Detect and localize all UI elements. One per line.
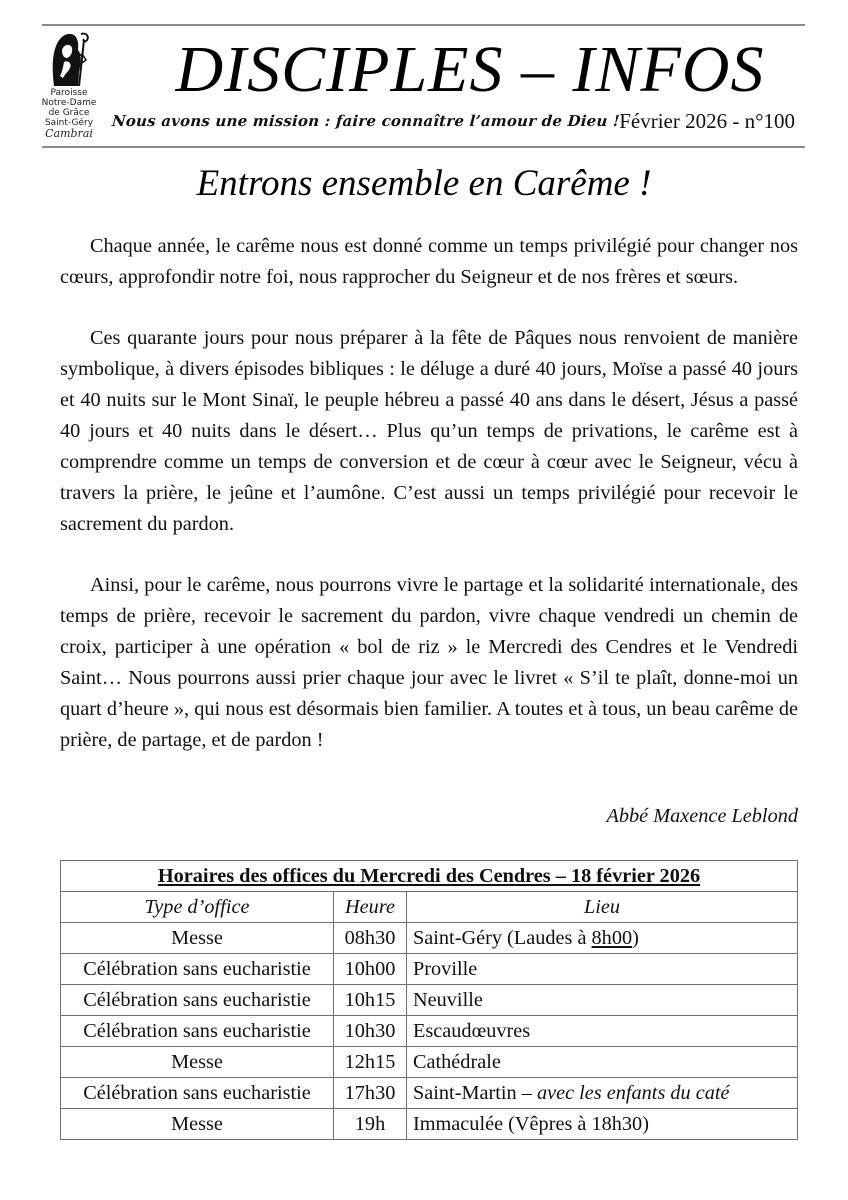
issue-date-number: Février 2026 - n°100 — [619, 109, 795, 133]
office-time-cell: 08h30 — [334, 923, 407, 954]
table-row — [61, 1047, 798, 1078]
logo-text — [36, 88, 102, 139]
table-row — [61, 1016, 798, 1047]
office-type-cell: Célébration sans eucharistie — [61, 985, 334, 1016]
logo-line: Notre-Dame — [41, 98, 97, 108]
office-place-cell — [407, 985, 798, 1016]
office-time-cell: 10h30 — [334, 1016, 407, 1047]
logo-line: de Grâce — [48, 108, 90, 118]
table-row — [61, 954, 798, 985]
parish-logo — [36, 30, 102, 146]
office-place-cell — [407, 1078, 798, 1109]
table-caption-row — [61, 861, 798, 892]
place-note: avec les enfants du caté — [536, 1082, 730, 1104]
office-time-cell: 12h15 — [334, 1047, 407, 1078]
column-header-type: Type d’office — [61, 892, 334, 923]
table-body — [61, 923, 798, 1140]
office-type-cell: Célébration sans eucharistie — [61, 1016, 334, 1047]
column-header-place: Lieu — [407, 892, 798, 923]
office-type-cell: Célébration sans eucharistie — [61, 1078, 334, 1109]
header-bottom-rule — [42, 146, 805, 148]
column-header-time: Heure — [334, 892, 407, 923]
office-time-cell: 10h15 — [334, 985, 407, 1016]
place-text: Saint-Géry (Laudes à — [413, 927, 592, 949]
top-rule — [42, 24, 805, 26]
place-underlined-time: 8h00 — [591, 927, 633, 949]
article-title: Entrons ensemble en Carême ! — [196, 163, 652, 204]
place-text: Immaculée (Vêpres à 18h30) — [413, 1113, 649, 1135]
place-text: Proville — [413, 958, 478, 980]
table-row — [61, 1109, 798, 1140]
place-text: Neuville — [413, 989, 483, 1011]
office-time-cell: 17h30 — [334, 1078, 407, 1109]
logo-city: Cambrai — [45, 127, 93, 140]
saint-bishop-icon — [48, 30, 92, 88]
table-caption: Horaires des offices du Mercredi des Cendres – 18 février 2026 — [61, 861, 798, 892]
office-place-cell — [407, 1109, 798, 1140]
table-header-row — [61, 892, 798, 923]
logo-line: Saint-Géry — [44, 118, 94, 128]
office-place-cell — [407, 923, 798, 954]
place-text: Saint-Martin – — [413, 1082, 537, 1104]
article-body — [60, 231, 798, 786]
table-row — [61, 1078, 798, 1109]
place-text-suffix: ) — [632, 927, 639, 949]
place-text: Escaudœuvres — [413, 1020, 531, 1042]
office-type-cell: Messe — [61, 923, 334, 954]
logo-line: Paroisse — [50, 88, 88, 98]
article-paragraph: Ces quarante jours pour nous préparer à la fête de Pâques nous renvoient de manière symbolique, à divers épisodes bibliques : le déluge a duré 40 jours, Moïse a passé 40 jours et 40 nuits sur le Mont Sinaï, le peuple hébreu a passé 40 ans dans le désert, Jésus a passé 40 jours et 40 nuits dans le désert… Plus qu’un temps de privations, le carême est à comprendre comme un temps de conversion et de cœur à cœur avec le Seigneur, vécu à travers la prière, le jeûne et l’aumône. C’est aussi un temps privilégié pour recevoir le sacrement du pardon. — [60, 327, 798, 535]
article-paragraph: Chaque année, le carême nous est donné comme un temps privilégié pour changer nos cœurs, approfondir notre foi, nous rapprocher du Seigneur et de nos frères et sœurs. — [60, 235, 798, 288]
article-signature: Abbé Maxence Leblond — [606, 805, 798, 827]
office-time-cell: 10h00 — [334, 954, 407, 985]
place-text: Cathédrale — [413, 1051, 501, 1073]
newsletter-masthead: DISCIPLES – INFOS — [175, 33, 765, 106]
motto: Nous avons une mission : faire connaître l’amour de Dieu ! — [111, 112, 621, 130]
ash-wednesday-schedule-table — [60, 860, 798, 1140]
table-row — [61, 985, 798, 1016]
office-type-cell: Messe — [61, 1109, 334, 1140]
office-type-cell: Célébration sans eucharistie — [61, 954, 334, 985]
office-place-cell — [407, 954, 798, 985]
office-place-cell — [407, 1016, 798, 1047]
article-paragraph: Ainsi, pour le carême, nous pourrons vivre le partage et la solidarité internationale, des temps de prière, recevoir le sacrement du pardon, vivre chaque vendredi un chemin de croix, participer à une opération « bol de riz » le Mercredi des Cendres et le Vendredi Saint… Nous pourrons aussi prier chaque jour avec le livret « S’il te plaît, donne-moi un quart d’heure », qui nous est désormais bien familier. A toutes et à tous, un beau carême de prière, de partage, et de pardon ! — [60, 574, 798, 751]
office-time-cell: 19h — [334, 1109, 407, 1140]
table-row — [61, 923, 798, 954]
office-type-cell: Messe — [61, 1047, 334, 1078]
office-place-cell — [407, 1047, 798, 1078]
